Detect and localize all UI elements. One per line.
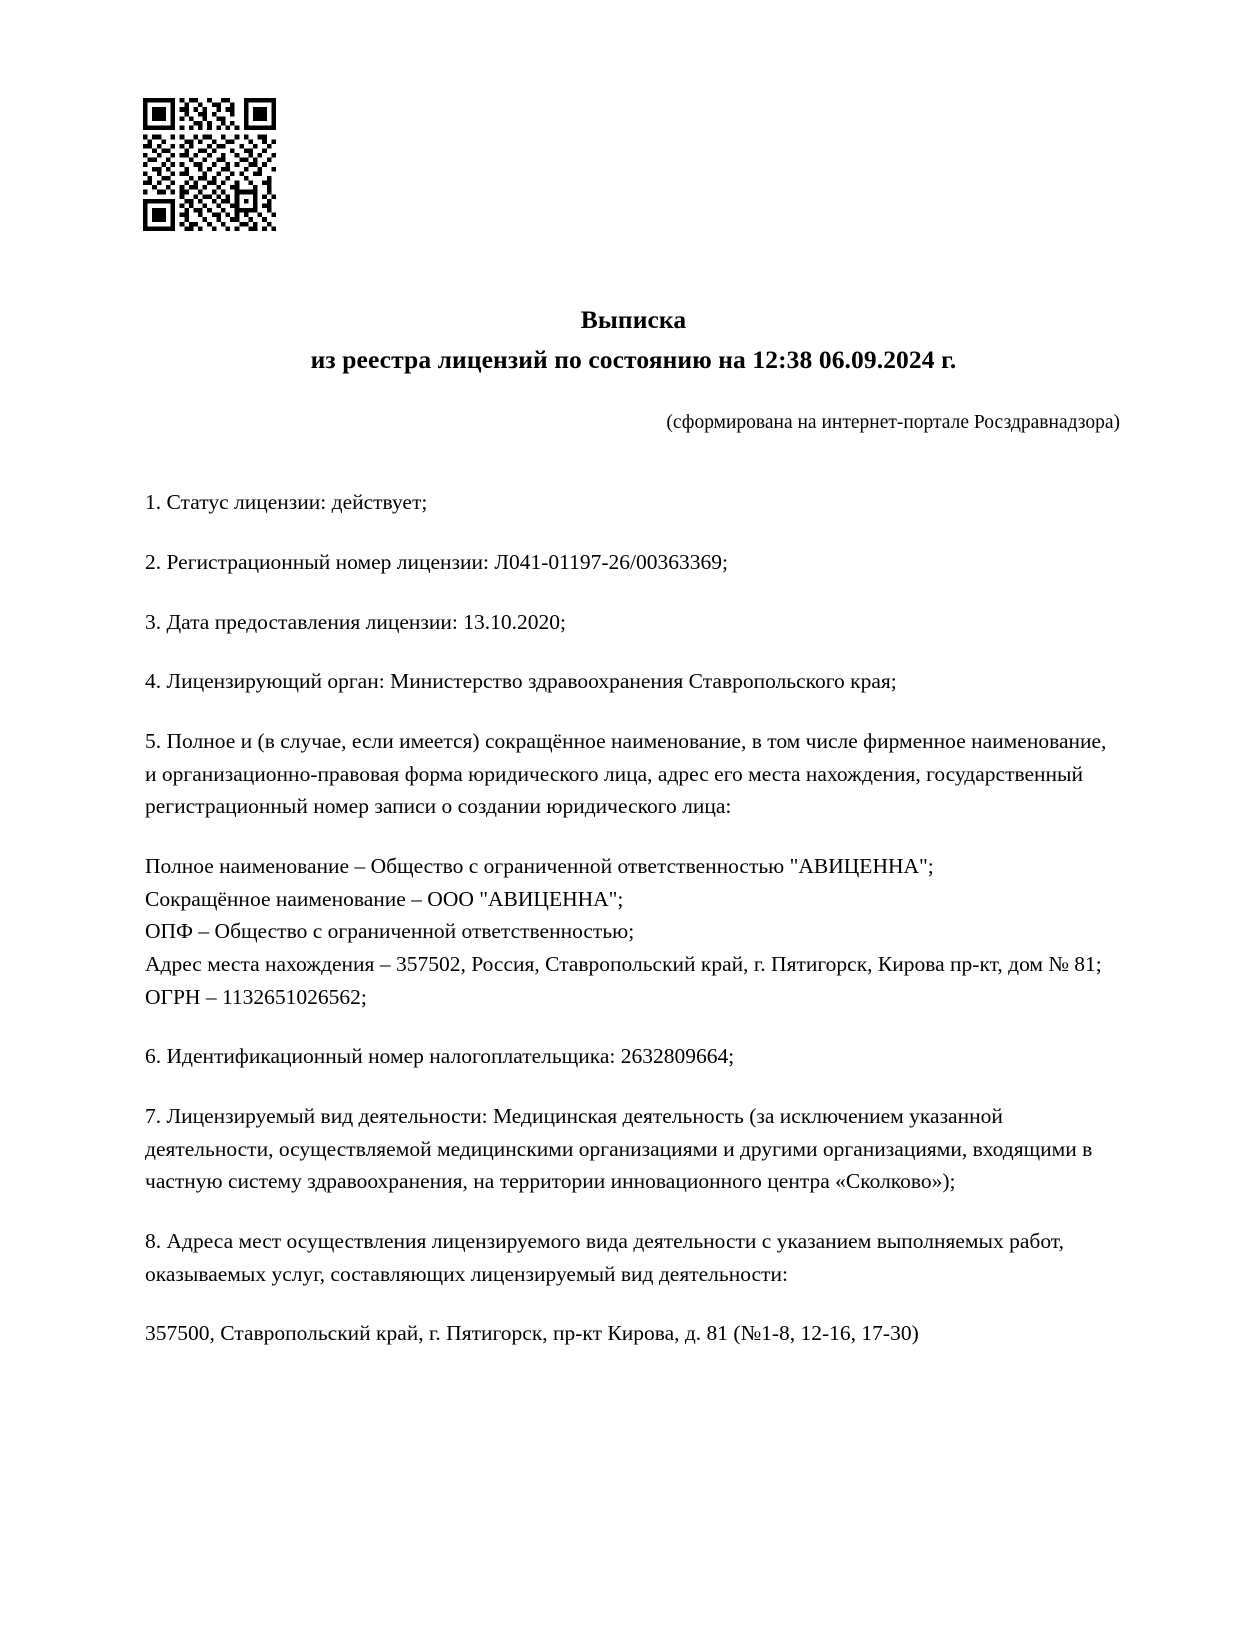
item-issue-date: 3. Дата предоставления лицензии: 13.10.2020;	[145, 609, 566, 634]
entity-address: Адрес места нахождения – 357502, Россия, Ставропольский край, г. Пятигорск, Кирова пр-кт, дом № 81;	[145, 952, 1102, 977]
title-line-1: Выписка	[580, 305, 687, 334]
document-body	[145, 486, 1122, 1350]
entity-details-block	[145, 850, 1122, 1013]
entity-short-name: Сокращённое наименование – ООО "АВИЦЕННА";	[145, 886, 624, 911]
item-inn: 6. Идентификационный номер налогоплательщика: 2632809664;	[145, 1044, 735, 1069]
item-address-1: 357500, Ставропольский край, г. Пятигорск, пр-кт Кирова, д. 81 (№1-8, 12-16, 17-30)	[145, 1321, 919, 1346]
title-line-2: из реестра лицензий по состоянию на 12:38 06.09.2024 г.	[310, 344, 957, 374]
item-addresses-intro: 8. Адреса мест осуществления лицензируемого вида деятельности с указанием выполняемых работ, оказываемых услуг, составляющих лицензируемый вид деятельности:	[145, 1229, 1064, 1286]
item-entity-names-intro: 5. Полное и (в случае, если имеется) сокращённое наименование, в том числе фирменное наименование, и организационно-правовая форма юридического лица, адрес его места нахождения, государственный регистрационный номер записи о создании юридического лица:	[145, 729, 1107, 819]
portal-note: (сформирована на интернет-портале Росздравнадзора)	[666, 412, 1120, 434]
item-activity-type: 7. Лицензируемый вид деятельности: Медицинская деятельность (за исключением указанной деятельности, осуществляемой медицинскими организациями и другими организациями, входящими в частную систему здравоохранения, на территории инновационного центра «Сколково»);	[145, 1104, 1093, 1194]
entity-full-name: Полное наименование – Общество с ограниченной ответственностью "АВИЦЕННА";	[145, 854, 934, 879]
item-status: 1. Статус лицензии: действует;	[145, 490, 428, 515]
item-licensing-authority: 4. Лицензирующий орган: Министерство здравоохранения Ставропольского края;	[145, 669, 897, 694]
document-title	[145, 0, 1122, 379]
entity-legal-form: ОПФ – Общество с ограниченной ответственностью;	[145, 919, 635, 944]
item-registration-number: 2. Регистрационный номер лицензии: Л041-01197-26/00363369;	[145, 550, 728, 574]
entity-ogrn: ОГРН – 1132651026562;	[145, 984, 367, 1009]
qr-code	[143, 98, 276, 231]
qr-code-icon	[143, 98, 276, 231]
